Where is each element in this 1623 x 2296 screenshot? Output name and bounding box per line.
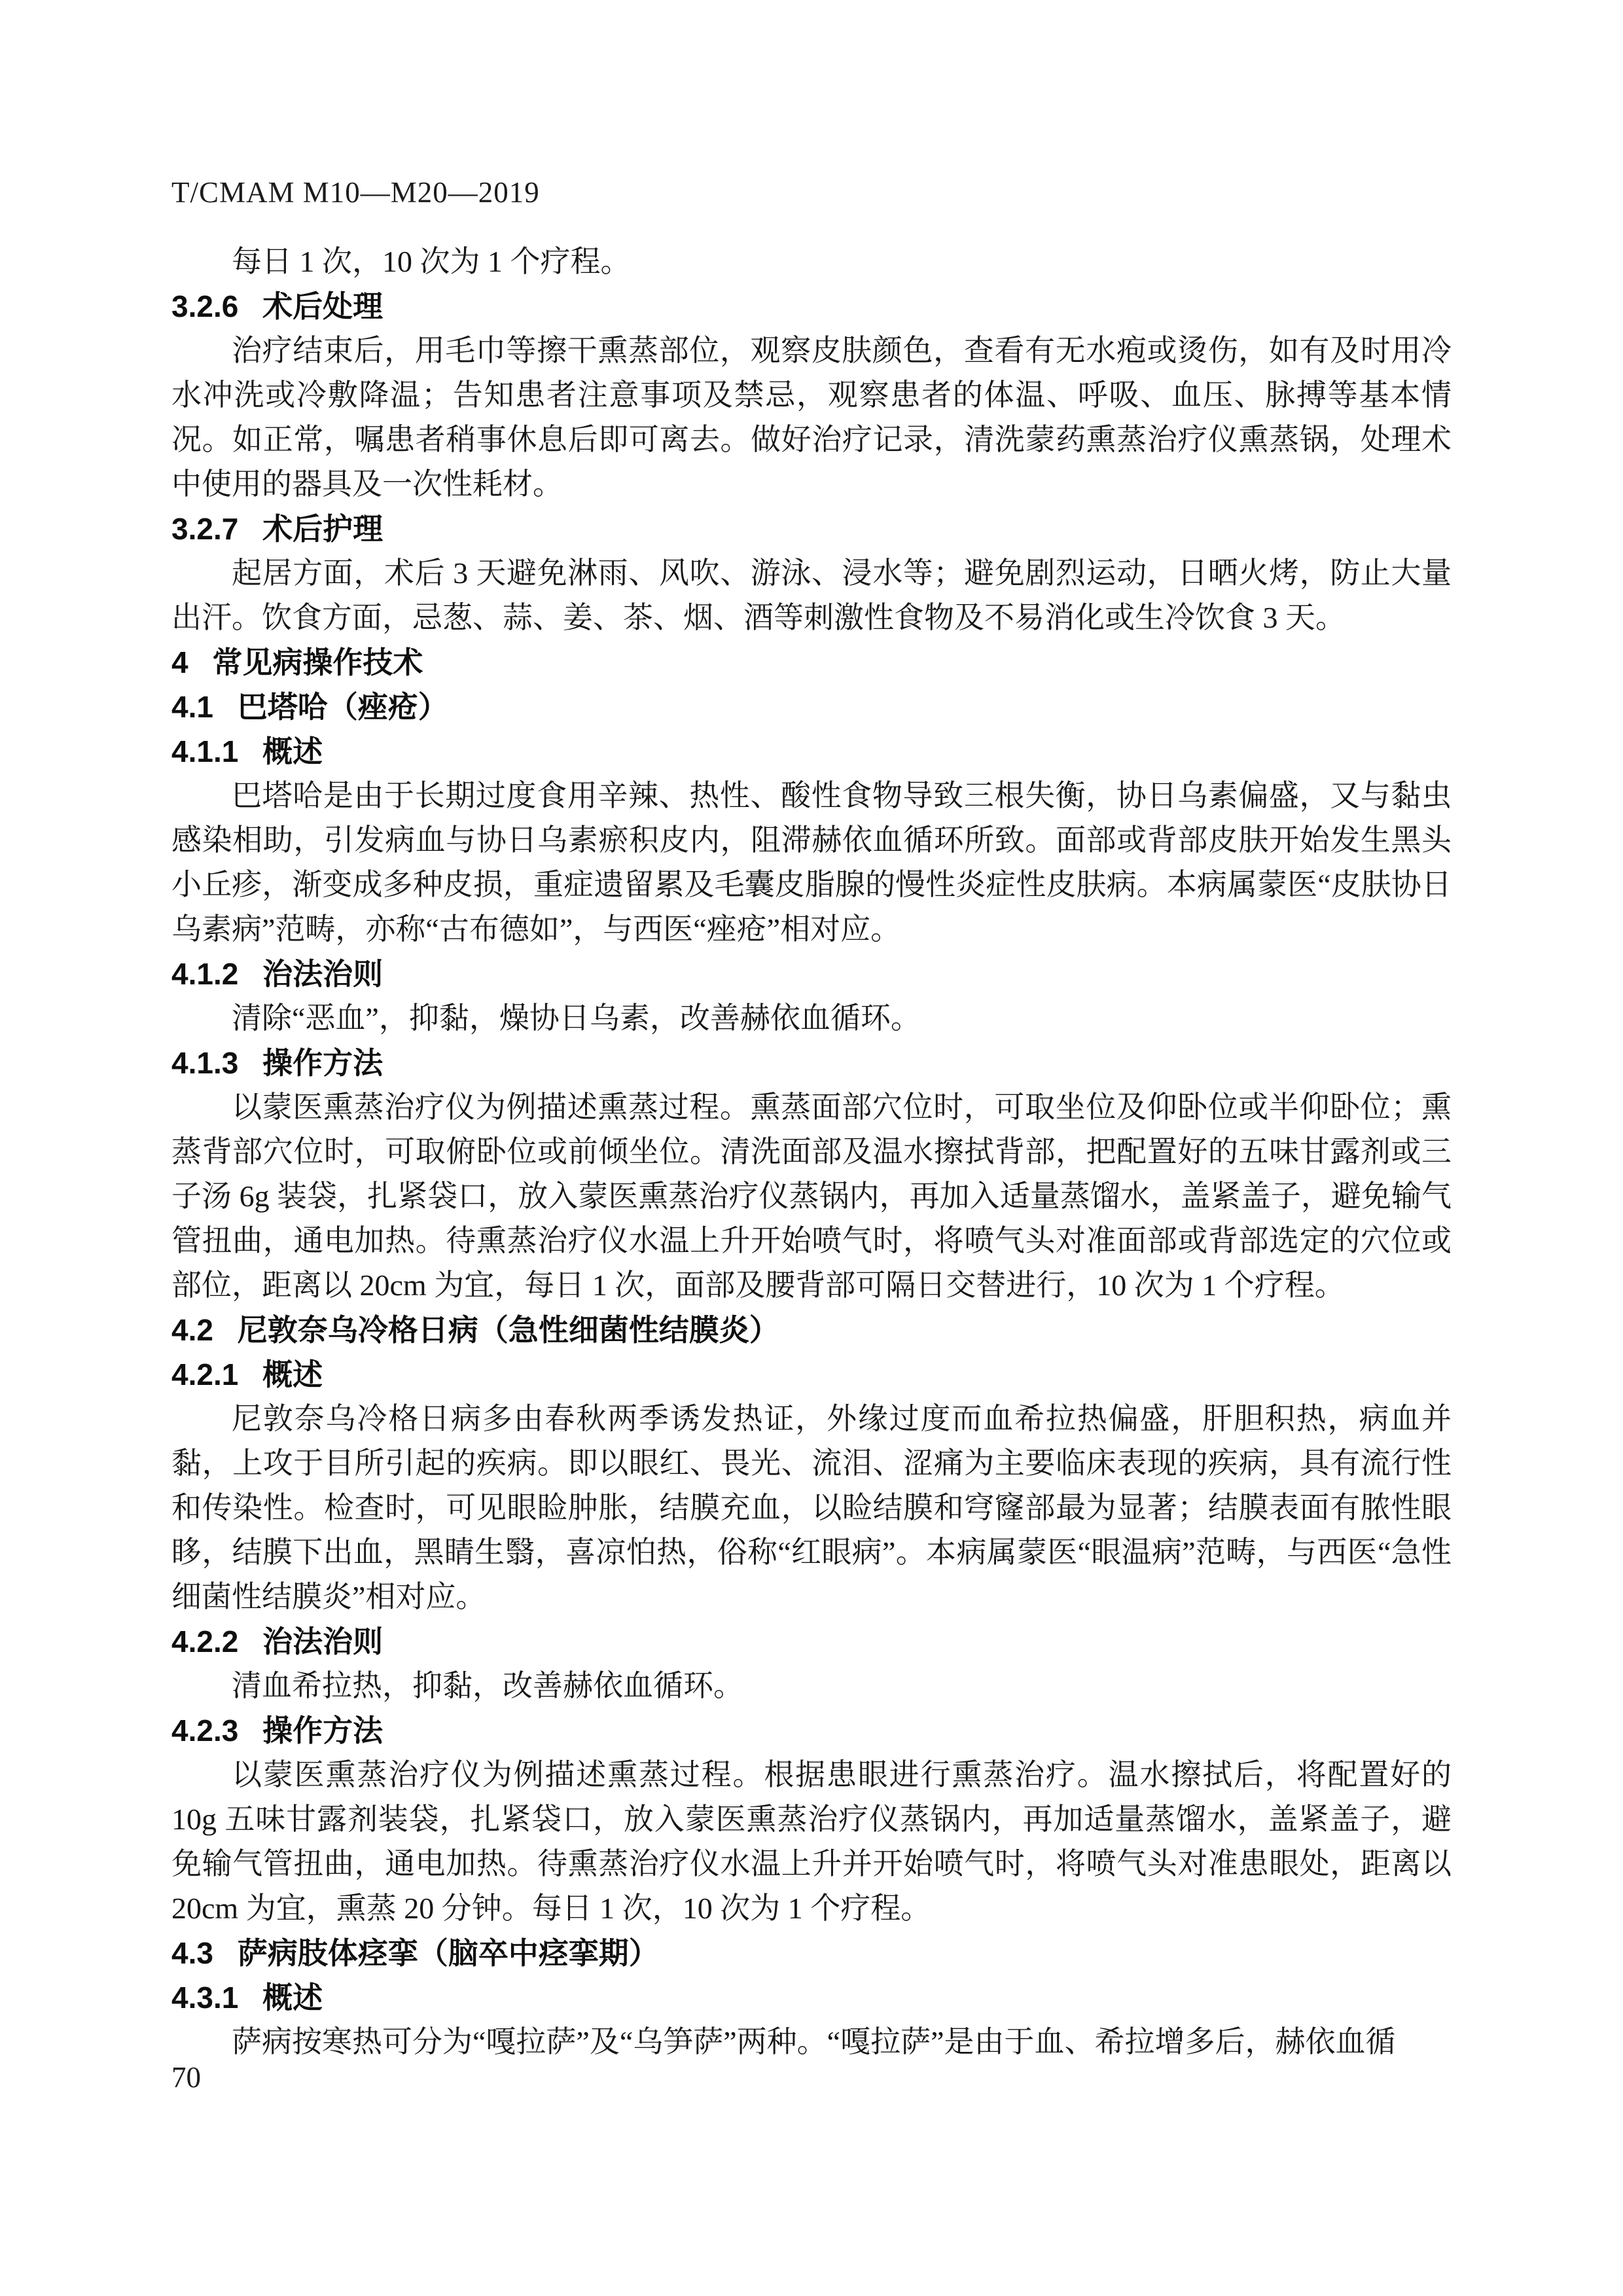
section-title: 治法治则: [262, 1624, 383, 1659]
section-heading: [171, 1619, 1452, 1664]
section-number: 4: [171, 645, 188, 679]
section-title: 巴塔哈（痤疮）: [237, 690, 448, 724]
section-number: 4.1.1: [171, 734, 239, 768]
body-paragraph: 尼敦奈乌冷格日病多由春秋两季诱发热证，外缘过度而血希拉热偏盛，肝胆积热，病血并黏，上攻于目所引起的疾病。即以眼红、畏光、流泪、涩痛为主要临床表现的疾病，具有流行性和传染性。检查时，可见眼睑肿胀，结膜充血，以睑结膜和穹窿部最为显著；结膜表面有脓性眼眵，结膜下出血，黑睛生翳，喜凉怕热，俗称“红眼病”。本病属蒙医“眼温病”范畴，与西医“急性细菌性结膜炎”相对应。: [171, 1402, 1452, 1613]
section-title: 概述: [262, 1357, 323, 1391]
section-title: 术后处理: [262, 289, 383, 323]
section-heading: [171, 729, 1452, 774]
section-number: 4.2.1: [171, 1357, 239, 1391]
section-heading: [171, 507, 1452, 551]
section-title: 概述: [262, 1981, 323, 2015]
section-title: 术后护理: [262, 512, 383, 546]
section-heading: [171, 1975, 1452, 2020]
body-paragraph: 每日 1 次，10 次为 1 个疗程。: [232, 245, 631, 278]
section-number: 4.1: [171, 690, 213, 724]
section-number: 4.1.2: [171, 957, 239, 991]
body-paragraph: 以蒙医熏蒸治疗仪为例描述熏蒸过程。根据患眼进行熏蒸治疗。温水擦拭后，将配置好的 10g 五味甘露剂装袋，扎紧袋口，放入蒙医熏蒸治疗仪蒸锅内，再加适量蒸馏水，盖紧盖子，避免输气管扭曲，通电加热。待熏蒸治疗仪水温上升并开始喷气时，将喷气头对准患眼处，距离以 20cm 为宜，熏蒸 20 分钟。每日 1 次，10 次为 1 个疗程。: [171, 1758, 1452, 1925]
body-paragraph: 清血希拉热，抑黏，改善赫依血循环。: [232, 1669, 743, 1702]
section-number: 4.2.2: [171, 1624, 239, 1659]
section-heading: [171, 685, 1452, 729]
section-title: 操作方法: [262, 1046, 383, 1080]
section-heading: [171, 1708, 1452, 1753]
section-number: 3.2.7: [171, 512, 239, 546]
section-title: 常见病操作技术: [212, 645, 423, 679]
section-number: 4.2.3: [171, 1713, 239, 1748]
section-title: 概述: [262, 734, 323, 768]
section-number: 4.1.3: [171, 1046, 239, 1080]
section-number: 4.3.1: [171, 1981, 239, 2015]
section-number: 3.2.6: [171, 289, 239, 323]
section-title: 操作方法: [262, 1713, 383, 1748]
body-paragraph: 巴塔哈是由于长期过度食用辛辣、热性、酸性食物导致三根失衡，协日乌素偏盛，又与黏虫感染相助，引发病血与协日乌素瘀积皮内，阻滞赫依血循环所致。面部或背部皮肤开始发生黑头小丘疹，渐变成多种皮损，重症遗留累及毛囊皮脂腺的慢性炎症性皮肤病。本病属蒙医“皮肤协日乌素病”范畴，亦称“古布德如”，与西医“痤疮”相对应。: [171, 779, 1452, 946]
body-paragraph: 治疗结束后，用毛巾等擦干熏蒸部位，观察皮肤颜色，查看有无水疱或烫伤，如有及时用冷水冲洗或冷敷降温；告知患者注意事项及禁忌，观察患者的体温、呼吸、血压、脉搏等基本情况。如正常，嘱患者稍事休息后即可离去。做好治疗记录，清洗蒙药熏蒸治疗仪熏蒸锅，处理术中使用的器具及一次性耗材。: [171, 334, 1452, 501]
document-body: [171, 240, 1452, 2064]
body-paragraph: 萨病按寒热可分为“嘎拉萨”及“乌笋萨”两种。“嘎拉萨”是由于血、希拉增多后，赫依血循: [232, 2025, 1396, 2058]
body-paragraph: 以蒙医熏蒸治疗仪为例描述熏蒸过程。熏蒸面部穴位时，可取坐位及仰卧位或半仰卧位；熏蒸背部穴位时，可取俯卧位或前倾坐位。清洗面部及温水擦拭背部，把配置好的五味甘露剂或三子汤 6g 装袋，扎紧袋口，放入蒙医熏蒸治疗仪蒸锅内，再加入适量蒸馏水，盖紧盖子，避免输气管扭曲，通电加热。待熏蒸治疗仪水温上升开始喷气时，将喷气头对准面部或背部选定的穴位或部位，距离以 20cm 为宜，每日 1 次，面部及腰背部可隔日交替进行，10 次为 1 个疗程。: [171, 1090, 1452, 1302]
section-title: 治法治则: [262, 957, 383, 991]
section-title: 萨病肢体痉挛（脑卒中痉挛期）: [237, 1936, 659, 1970]
section-number: 4.2: [171, 1313, 213, 1347]
body-paragraph: 清除“恶血”，抑黏，燥协日乌素，改善赫依血循环。: [232, 1001, 921, 1035]
page-number: 70: [171, 2061, 201, 2094]
running-head: T/CMAM M10—M20—2019: [171, 176, 540, 209]
body-paragraph: 起居方面，术后 3 天避免淋雨、风吹、游泳、浸水等；避免剧烈运动，日晒火烤，防止大量出汗。饮食方面，忌葱、蒜、姜、茶、烟、酒等刺激性食物及不易消化或生冷饮食 3 天。: [171, 556, 1452, 634]
section-heading: [171, 952, 1452, 996]
section-heading: [171, 640, 1452, 685]
section-heading: [171, 1352, 1452, 1397]
section-title: 尼敦奈乌冷格日病（急性细菌性结膜炎）: [237, 1313, 779, 1347]
section-heading: [171, 1041, 1452, 1085]
section-heading: [171, 1931, 1452, 1975]
section-number: 4.3: [171, 1936, 213, 1970]
section-heading: [171, 284, 1452, 329]
section-heading: [171, 1308, 1452, 1352]
